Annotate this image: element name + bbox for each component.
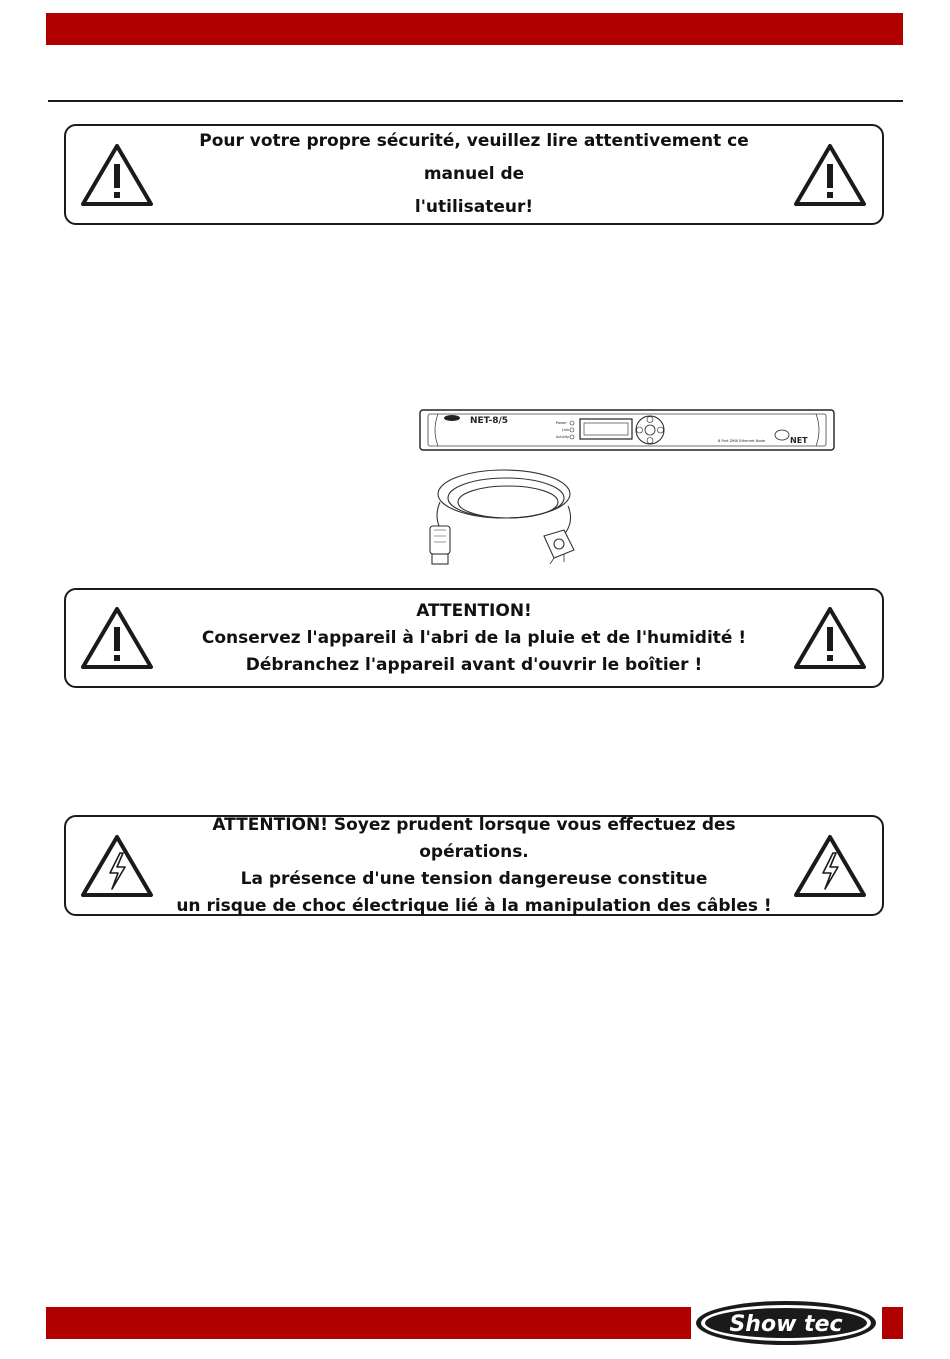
warning-line: Débranchez l'appareil avant d'ouvrir le boîtier ! [245, 654, 703, 675]
warning-line: ATTENTION! [416, 600, 532, 621]
logo-text: Show tec [729, 1312, 843, 1337]
front-caption: 8 Port DMX Ethernet Node [718, 439, 766, 443]
rack-unit [420, 410, 834, 450]
model-label: NET-8/5 [470, 416, 509, 426]
led-label: Power [556, 421, 567, 425]
warning-line: l'utilisateur! [414, 197, 534, 217]
electric-shock-warning-box [64, 815, 884, 916]
led-label: Link [562, 428, 570, 432]
exclamation-icon [79, 142, 155, 208]
net-badge: NET [790, 436, 808, 445]
header-rule [48, 100, 903, 102]
warning-line: un risque de choc électrique lié à la manipulation des câbles ! [176, 895, 772, 916]
footer-bar [46, 1307, 691, 1339]
safety-notice-box [64, 124, 884, 225]
warning-line: La présence d'une tension dangereuse constitue [240, 868, 708, 889]
footer-bar-end [882, 1307, 903, 1339]
exclamation-icon [792, 605, 868, 671]
high-voltage-icon [792, 833, 868, 899]
high-voltage-icon [79, 833, 155, 899]
led-label: Activity [556, 435, 570, 439]
warning-line: ATTENTION! Soyez prudent lorsque vous effectuez des opérations. [212, 814, 736, 862]
exclamation-icon [792, 142, 868, 208]
attention-moisture-box [64, 588, 884, 688]
header-bar [46, 13, 903, 45]
warning-line: Conservez l'appareil à l'abri de la pluie et de l'humidité ! [201, 627, 747, 648]
showtec-logo [693, 1298, 879, 1348]
exclamation-icon [79, 605, 155, 671]
power-cable [430, 470, 574, 564]
product-illustration [418, 404, 838, 574]
warning-line: Pour votre propre sécurité, veuillez lire attentivement ce manuel de [199, 131, 749, 184]
